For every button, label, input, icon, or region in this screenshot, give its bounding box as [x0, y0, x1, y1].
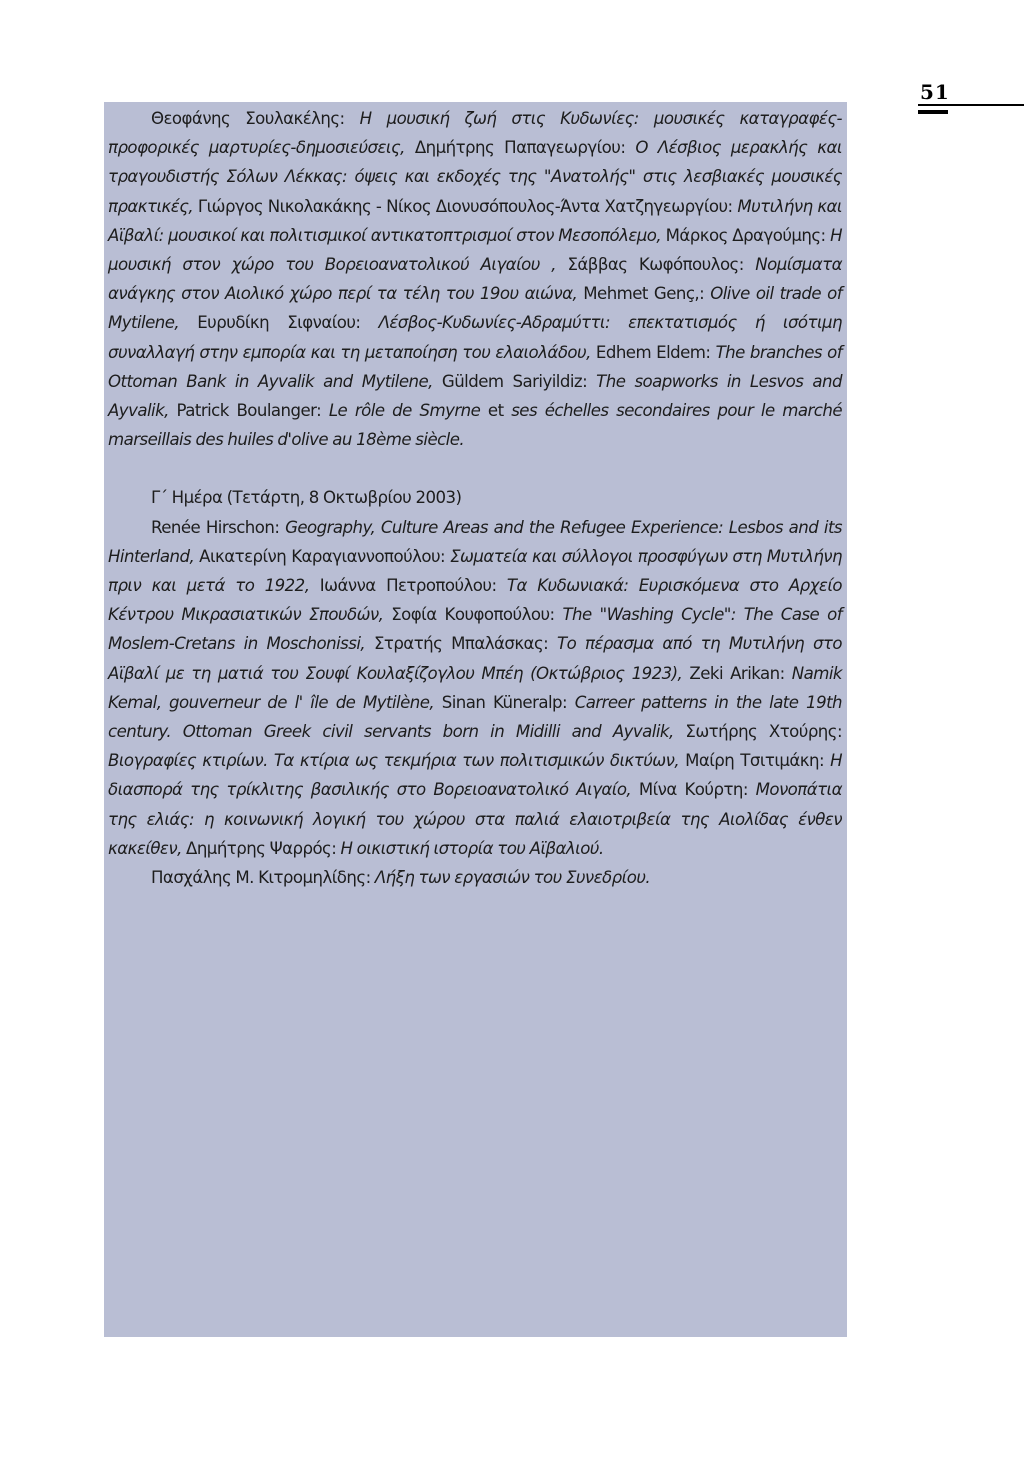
paper-title: Namik Kemal, gouverneur de l' île de Mytilène,	[108, 663, 842, 712]
speaker-name: Θεοφάνης Σουλακέλης:	[151, 109, 360, 128]
program-text-block	[108, 104, 842, 892]
speaker-name: Αικατερίνη Καραγιαννοπούλου:	[194, 546, 451, 566]
page-number: 51	[920, 80, 950, 104]
paper-title: The "Washing Cycle": The Case of Moslem-Cretans in Moschonissi,	[108, 605, 842, 654]
paragraph	[108, 104, 842, 454]
paper-title: Τα Κυδωνιακά: Ευρισκόμενα στο Αρχείο Κέντρου Μικρασιατικών Σπουδών,	[108, 576, 843, 625]
paper-title: Η οικιστική ιστορία του Αϊβαλιού.	[340, 838, 604, 858]
speaker-name: Μίνα Κούρτη:	[631, 780, 756, 800]
paper-title: Ο Λέσβιος μερακλής και τραγουδιστής Σόλων Λέκκας: όψεις και εκδοχές της "Ανατολής" στις λεσβιακές μουσικές πρακτικές,	[108, 138, 842, 216]
paper-title: Geography, Culture Areas and the Refugee Experience: Lesbos and its Hinterland,	[108, 517, 842, 566]
speaker-name: Zeki Arikan:	[682, 663, 792, 683]
paragraph	[108, 863, 842, 892]
paper-title: Olive oil trade of Mytilene,	[108, 284, 842, 333]
paper-title: Σωματεία και σύλλογοι προσφύγων στη Μυτιλήνη πριν και μετά το 1922,	[108, 546, 842, 596]
speaker-name: Δημήτρης Ψαρρός:	[181, 838, 341, 858]
speaker-name: Edhem Eldem:	[590, 342, 716, 362]
speaker-name: Σοφία Κουφοπούλου:	[383, 605, 563, 625]
page-number-rule	[918, 104, 1024, 106]
speaker-name: Στρατής Μπαλάσκας:	[365, 634, 557, 654]
paper-title: Carreer patterns in the late 19th century. Ottoman Greek civil servants born in Midilli and Ayvalik,	[108, 692, 842, 742]
paper-title: The branches of Ottoman Bank in Ayvalik and Mytilene,	[108, 342, 842, 391]
paper-title: ses échelles secondaires pour le marché marseillais des huiles d'olive au 18ème siècle.	[108, 401, 842, 450]
paper-title: Βιογραφίες κτιρίων. Τα κτίρια ως τεκμήρια των πολιτισμικών δικτύων,	[108, 751, 680, 771]
speaker-name: Σάββας Κωφόπουλος:	[555, 255, 756, 275]
paper-title: Η διασπορά της τρίκλιτης βασιλικής στο Βορειοανατολικό Αιγαίο,	[108, 751, 842, 800]
paper-title: Λήξη των εργασιών του Συνεδρίου.	[374, 868, 651, 888]
speaker-name: Ευρυδίκη Σιφναίου:	[179, 313, 379, 333]
speaker-name: Γ΄ Ημέρα (Τετάρτη, 8 Οκτωβρίου 2003)	[151, 488, 462, 508]
speaker-name: Μαίρη Τσιτιμάκη:	[679, 751, 831, 771]
paper-title: Λέσβος-Κυδωνίες-Αδραμύττι: επεκτατισμός ή ισότιμη συναλλαγή στην εμπορία και τη μεταποίηση του ελαιολάδου,	[108, 313, 842, 362]
speaker-name: et	[480, 401, 512, 421]
speaker-name: Μάρκος Δραγούμης:	[661, 225, 831, 245]
paper-title: Μονοπάτια της ελιάς: η κοινωνική λογική του χώρου στα παλιά ελαιοτριβεία της Αιολίδας ένθεν κακείθεν,	[108, 780, 843, 858]
paper-title: Μυτιλήνη και Αϊβαλί: μουσικοί και πολιτισμικοί αντικατοπτρισμοί στον Μεσοπόλεμο,	[108, 196, 843, 245]
speaker-name: Patrick Boulanger:	[168, 401, 329, 421]
paper-title: Το πέρασμα από τη Μυτιλήνη στο Αϊβαλί με τη ματιά του Σουφί Κουλαξίζογλου Μπέη (Οκτώβριος 1923),	[108, 634, 842, 683]
speaker-name: Δημήτρης Παπαγεωργίου:	[404, 138, 636, 158]
speaker-name: Ιωάννα Πετροπούλου:	[309, 576, 507, 596]
paper-title: Η μουσική ζωή στις Κυδωνίες: μουσικές καταγραφές-προφορικές μαρτυρίες-δημοσιεύσεις,	[108, 109, 842, 158]
speaker-name: Güldem Sariyildiz:	[432, 371, 597, 391]
paper-title: Η μουσική στον χώρο του Βορειοανατολικού Αιγαίου ,	[108, 225, 842, 275]
paragraph	[108, 513, 842, 863]
speaker-name: Πασχάλης Μ. Κιτρομηλίδης:	[151, 868, 375, 888]
speaker-name: Sinan Küneralp:	[434, 692, 575, 712]
speaker-name: Σωτήρης Χτούρης:	[673, 722, 842, 742]
paragraph	[108, 483, 842, 512]
page-number-bar	[918, 110, 948, 114]
paper-title: Νομίσματα ανάγκης στον Αιολικό χώρο περί τα τέλη του 19ου αιώνα,	[108, 255, 842, 304]
paper-title: The soapworks in Lesvos and Ayvalik,	[108, 371, 842, 421]
speaker-name: Renée Hirschon:	[151, 517, 286, 537]
speaker-name: Γιώργος Νικολακάκης - Νίκος Διονυσόπουλος-Άντα Χατζηγεωργίου:	[193, 196, 738, 216]
speaker-name: Mehmet Genç,:	[577, 284, 711, 304]
paper-title: Le rôle de Smyrne	[328, 401, 481, 421]
